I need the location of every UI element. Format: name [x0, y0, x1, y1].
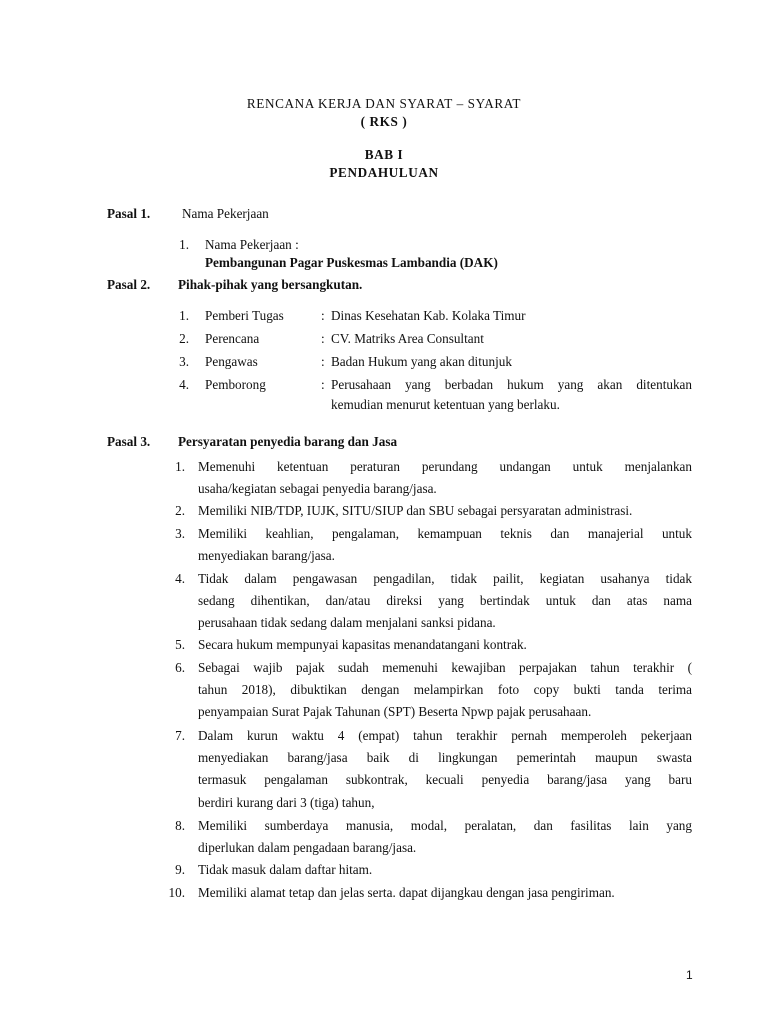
list-item-number: 2. [175, 503, 185, 518]
pasal-1-heading: Nama Pekerjaan [182, 206, 269, 221]
party-role: Pengawas [205, 354, 258, 369]
list-item-text: tahun 2018), dibuktikan dengan melampirkan foto copy bukti tanda terima [198, 682, 692, 697]
list-item-text: Sebagai wajib pajak sudah memenuhi kewajiban perpajakan tahun terakhir ( [198, 660, 692, 675]
chapter-number: BAB I [364, 147, 404, 162]
list-item-text: Tidak dalam pengawasan pengadilan, tidak pailit, kegiatan usahanya tidak [198, 571, 692, 586]
pasal-3-label: Pasal 3. [107, 434, 151, 449]
list-item-text: Memiliki alamat tetap dan jelas serta. dapat dijangkau dengan jasa pengiriman. [198, 885, 615, 900]
list-item-number: 4. [175, 571, 185, 586]
chapter-title: PENDAHULUAN [329, 165, 439, 180]
pasal-1-item-value: Pembangunan Pagar Puskesmas Lambandia (DAK) [205, 255, 498, 270]
list-item-number: 3. [175, 526, 185, 541]
list-item-number: 7. [175, 728, 185, 743]
party-value: Badan Hukum yang akan ditunjuk [331, 354, 512, 369]
page-number: 1 [686, 968, 693, 982]
list-item-text: usaha/kegiatan sebagai penyedia barang/jasa. [198, 481, 437, 496]
list-item-text: penyampaian Surat Pajak Tahunan (SPT) Beserta Npwp pajak perusahaan. [198, 704, 592, 719]
party-role: Pemborong [205, 377, 266, 392]
list-item-text: termasuk pengalaman subkontrak, kecuali penyedia barang/jasa yang baru [198, 772, 692, 787]
party-role: Pemberi Tugas [205, 308, 284, 323]
colon: : [321, 331, 325, 346]
party-role: Perencana [205, 331, 260, 346]
list-item-text: Memiliki keahlian, pengalaman, kemampuan teknis dan manajerial untuk [198, 526, 692, 541]
list-item-text: diperlukan dalam pengadaan barang/jasa. [198, 840, 417, 855]
colon: : [321, 377, 325, 392]
party-value: Perusahaan yang berbadan hukum yang akan ditentukan [331, 377, 692, 392]
party-value-continued: kemudian menurut ketentuan yang berlaku. [331, 397, 560, 412]
list-item-number: 9. [175, 862, 185, 877]
list-item-number: 2. [179, 331, 189, 346]
pasal-1-item-number: 1. [179, 237, 189, 252]
pasal-3-heading: Persyaratan penyedia barang dan Jasa [178, 434, 398, 449]
list-item-text: Dalam kurun waktu 4 (empat) tahun terakhir pernah memperoleh pekerjaan [198, 728, 692, 743]
list-item-number: 3. [179, 354, 189, 369]
party-value: CV. Matriks Area Consultant [331, 331, 484, 346]
list-item-number: 6. [175, 660, 185, 675]
pasal-2-heading: Pihak-pihak yang bersangkutan. [178, 277, 363, 292]
list-item-text: Secara hukum mempunyai kapasitas menandatangani kontrak. [198, 637, 527, 652]
list-item-text: menyediakan barang/jasa. [198, 548, 335, 563]
list-item-number: 1. [179, 308, 189, 323]
colon: : [321, 354, 325, 369]
list-item-text: Tidak masuk dalam daftar hitam. [198, 862, 373, 877]
document-subtitle: ( RKS ) [360, 114, 408, 129]
list-item-text: Memiliki sumberdaya manusia, modal, peralatan, dan fasilitas lain yang [198, 818, 692, 833]
pasal-1-label: Pasal 1. [107, 206, 151, 221]
pasal-2-label: Pasal 2. [107, 277, 151, 292]
party-value: Dinas Kesehatan Kab. Kolaka Timur [331, 308, 526, 323]
pasal-1-item-label: Nama Pekerjaan : [205, 237, 299, 252]
list-item-text: sedang dihentikan, dan/atau direksi yang bertindak untuk dan atas nama [198, 593, 692, 608]
list-item-number: 4. [179, 377, 189, 392]
list-item-number: 5. [175, 637, 185, 652]
document-title: RENCANA KERJA DAN SYARAT – SYARAT [246, 96, 522, 111]
list-item-number: 1. [175, 459, 185, 474]
colon: : [321, 308, 325, 323]
list-item-text: berdiri kurang dari 3 (tiga) tahun, [198, 795, 375, 810]
list-item-text: Memenuhi ketentuan peraturan perundang undangan untuk menjalankan [198, 459, 692, 474]
list-item-number: 10. [168, 885, 185, 900]
list-item-text: perusahaan tidak sedang dalam menjalani sanksi pidana. [198, 615, 496, 630]
list-item-text: menyediakan barang/jasa baik di lingkungan pemerintah maupun swasta [198, 750, 692, 765]
list-item-text: Memiliki NIB/TDP, IUJK, SITU/SIUP dan SBU sebagai persyaratan administrasi. [198, 503, 633, 518]
list-item-number: 8. [175, 818, 185, 833]
